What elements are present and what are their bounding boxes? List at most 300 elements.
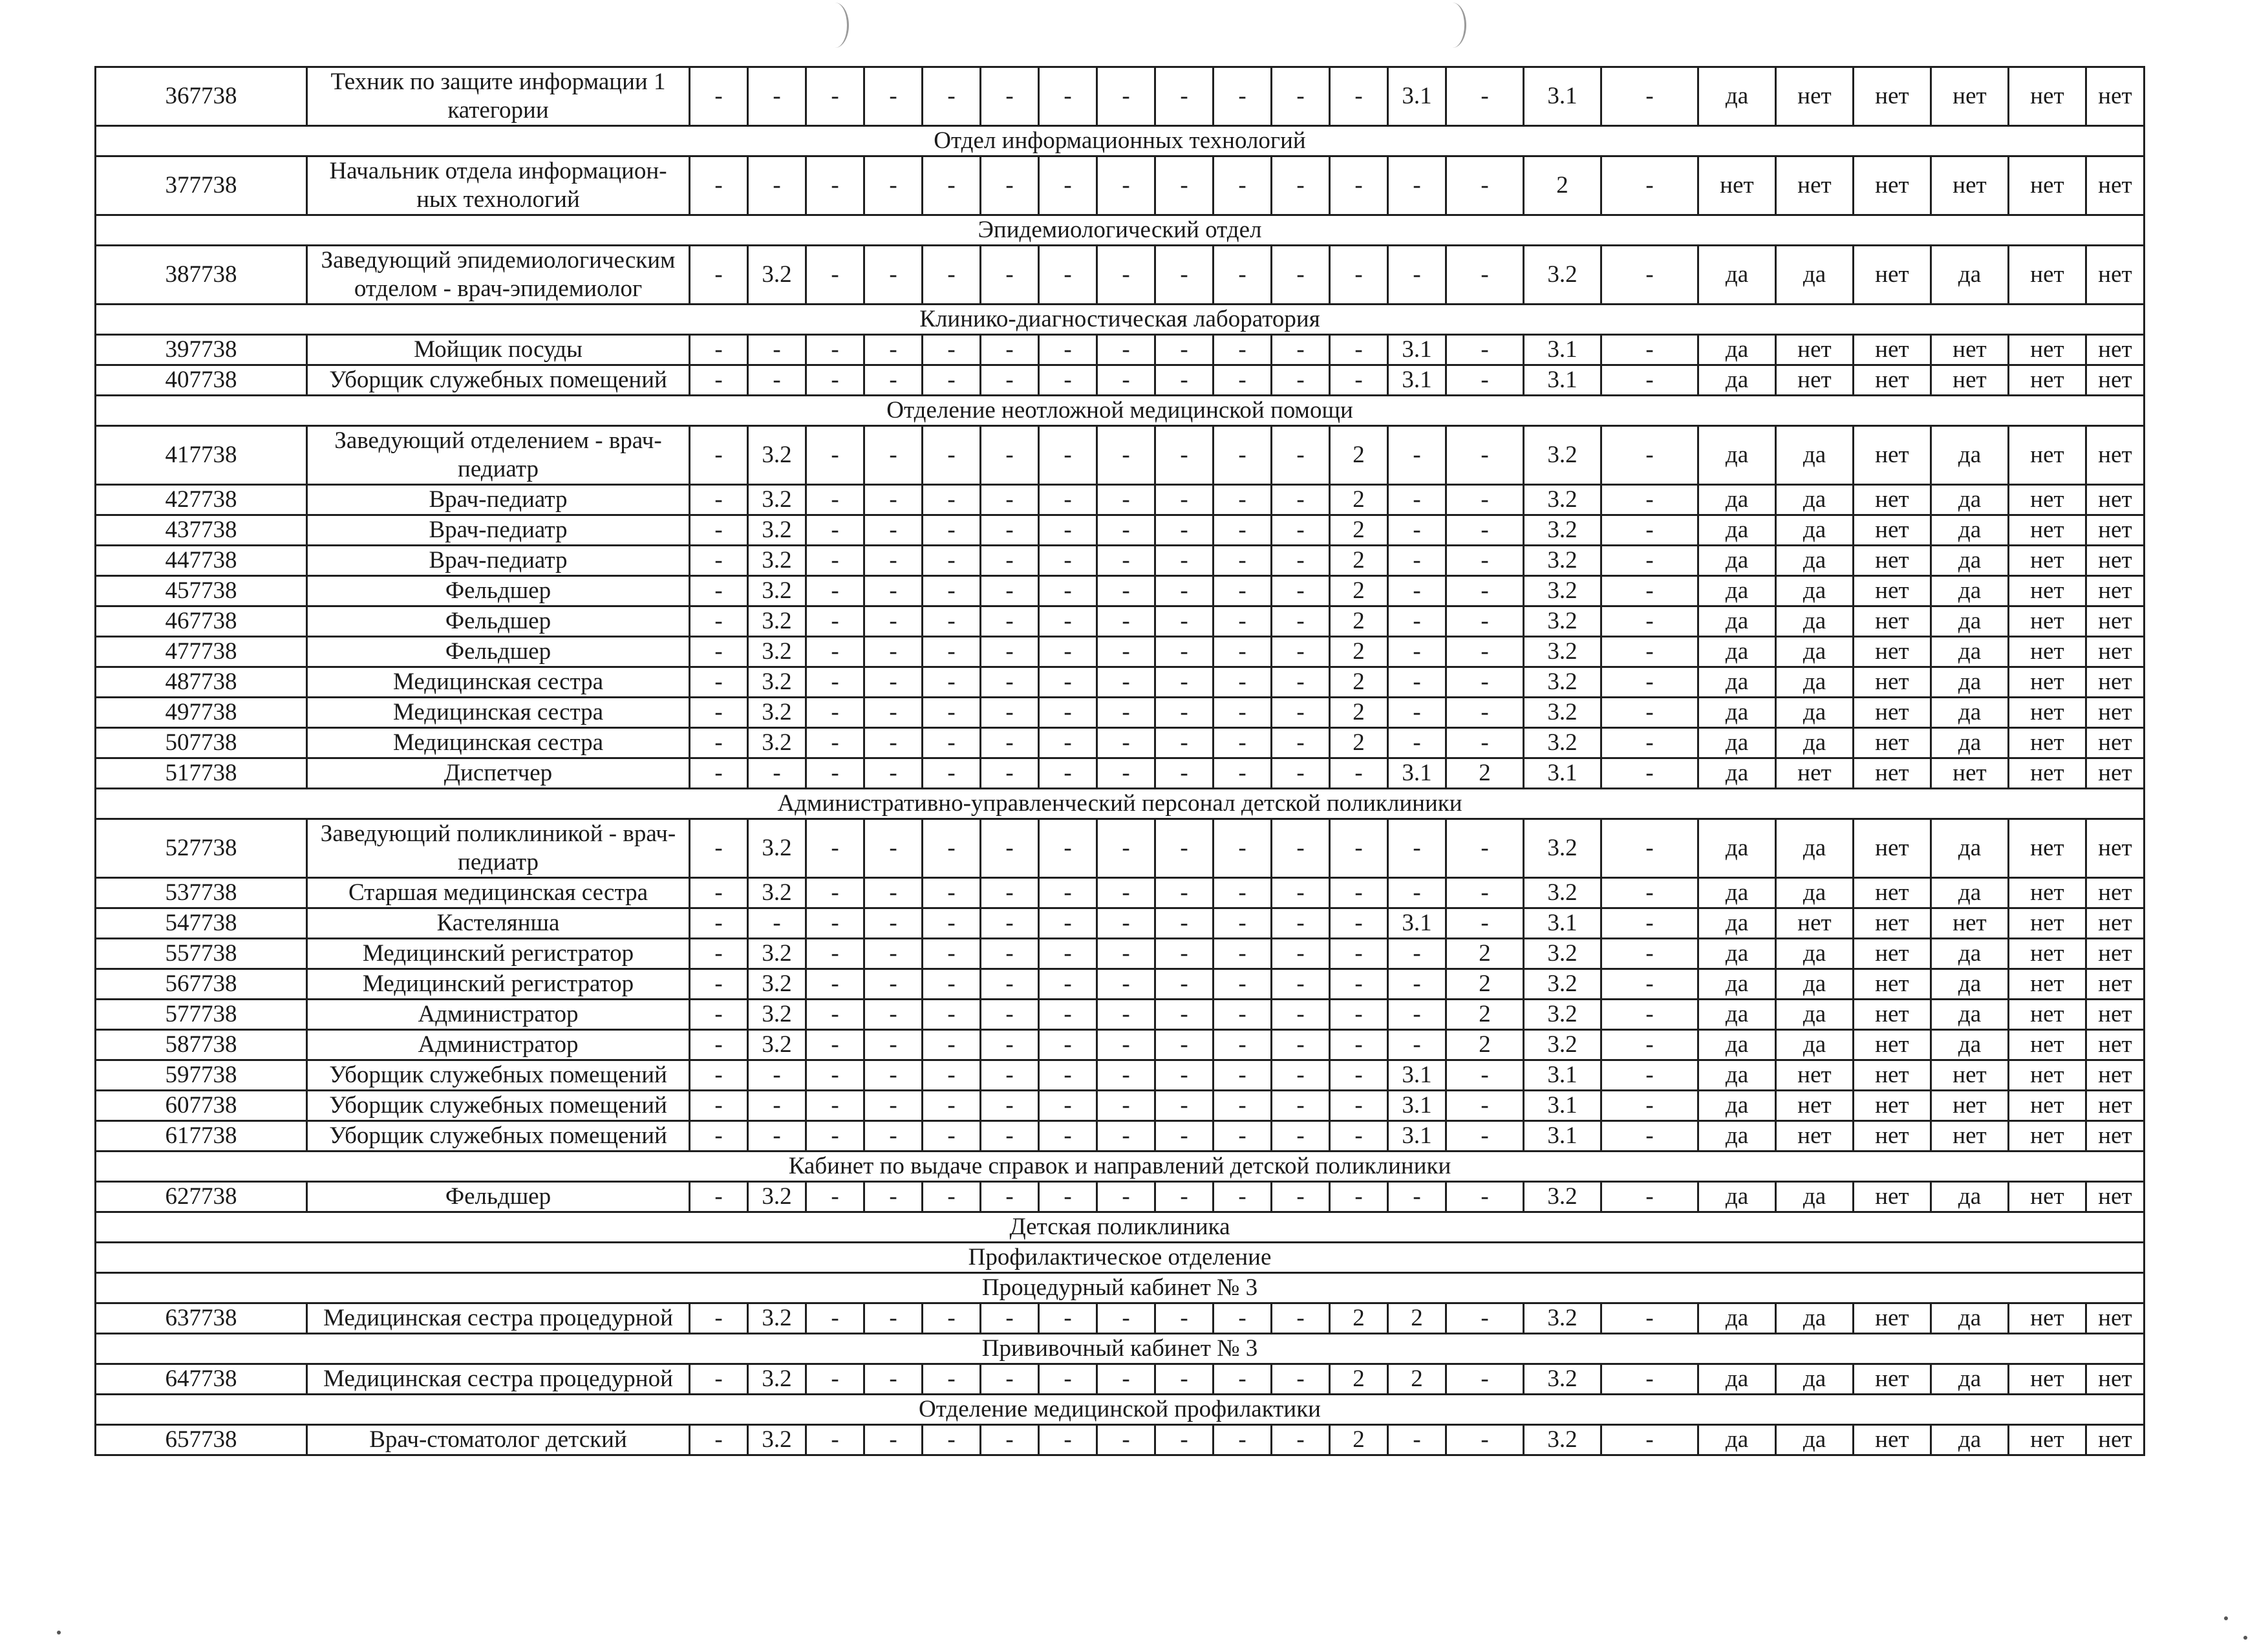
workplace-code-cell: 557738 [96, 939, 307, 969]
value-cell: - [864, 698, 923, 728]
value-cell: - [1155, 335, 1214, 365]
value-cell: да [1931, 878, 2009, 908]
value-cell: - [1097, 1303, 1155, 1334]
value-cell: - [981, 728, 1039, 758]
value-cell: - [1214, 667, 1272, 698]
value-cell: 3.2 [1524, 969, 1601, 1000]
value-cell: - [864, 426, 923, 485]
value-cell: - [1214, 758, 1272, 789]
value-cell: - [1272, 728, 1330, 758]
value-cell: нет [2009, 515, 2086, 546]
value-cell: 3.2 [748, 637, 806, 667]
value-cell: - [1601, 1091, 1698, 1121]
value-cell: - [690, 728, 748, 758]
value-cell: - [1039, 1303, 1097, 1334]
value-cell: - [1039, 698, 1097, 728]
value-cell: - [1388, 606, 1446, 637]
value-cell: - [1330, 246, 1388, 305]
value-cell: - [1601, 1425, 1698, 1455]
value-cell: - [981, 1091, 1039, 1121]
value-cell: 3.1 [1388, 1121, 1446, 1152]
value-cell: - [1446, 515, 1524, 546]
value-cell: нет [1776, 335, 1854, 365]
position-name-cell: Медицинский регистратор [307, 969, 690, 1000]
table-row [96, 939, 2145, 969]
table-row [96, 1000, 2145, 1030]
value-cell: нет [2009, 1303, 2086, 1334]
workplace-code-cell: 387738 [96, 246, 307, 305]
value-cell: нет [2086, 1060, 2145, 1091]
value-cell: - [1214, 67, 1272, 126]
value-cell: да [1776, 1425, 1854, 1455]
value-cell: нет [1854, 606, 1931, 637]
workplace-code-cell: 397738 [96, 335, 307, 365]
value-cell: - [923, 939, 981, 969]
value-cell: нет [2086, 485, 2145, 515]
value-cell: - [1388, 156, 1446, 215]
value-cell: да [1776, 606, 1854, 637]
value-cell: да [1776, 667, 1854, 698]
value-cell: нет [2086, 698, 2145, 728]
value-cell: - [864, 758, 923, 789]
table-row [96, 728, 2145, 758]
value-cell: нет [1931, 908, 2009, 939]
value-cell: нет [2086, 969, 2145, 1000]
section-header-row [96, 126, 2145, 156]
value-cell: - [1388, 1425, 1446, 1455]
workplace-assessment-table [94, 66, 2145, 1456]
value-cell: - [1155, 969, 1214, 1000]
value-cell: - [923, 1060, 981, 1091]
section-title: Эпидемиологический отдел [96, 215, 2145, 246]
workplace-code-cell: 487738 [96, 667, 307, 698]
position-name-cell: Уборщик служебных помещений [307, 1060, 690, 1091]
position-name-cell: Заведующий поликлиникой - врач-педиатр [307, 819, 690, 878]
value-cell: нет [1854, 515, 1931, 546]
value-cell: - [1272, 515, 1330, 546]
value-cell: - [1039, 819, 1097, 878]
value-cell: - [806, 246, 864, 305]
value-cell: - [1272, 667, 1330, 698]
value-cell: нет [2009, 908, 2086, 939]
value-cell: - [806, 698, 864, 728]
value-cell: - [864, 939, 923, 969]
value-cell: - [1272, 1425, 1330, 1455]
position-name-cell: Медицинская сестра процедурной [307, 1364, 690, 1395]
value-cell: - [1039, 908, 1097, 939]
value-cell: - [1272, 819, 1330, 878]
value-cell: - [1155, 546, 1214, 576]
value-cell: - [1039, 878, 1097, 908]
position-name-cell: Заведующий эпидемиологическим отделом - врач-эпидемиолог [307, 246, 690, 305]
value-cell: да [1776, 246, 1854, 305]
table-row [96, 485, 2145, 515]
value-cell: - [1272, 606, 1330, 637]
table-row [96, 1425, 2145, 1455]
section-title: Кабинет по выдаче справок и направлений детской поликлиники [96, 1152, 2145, 1182]
value-cell: - [690, 1303, 748, 1334]
table-row [96, 67, 2145, 126]
value-cell: - [1097, 67, 1155, 126]
value-cell: нет [1776, 1060, 1854, 1091]
workplace-code-cell: 567738 [96, 969, 307, 1000]
value-cell: - [1272, 698, 1330, 728]
value-cell: - [748, 335, 806, 365]
value-cell: да [1776, 1303, 1854, 1334]
workplace-code-cell: 527738 [96, 819, 307, 878]
value-cell: - [806, 1121, 864, 1152]
value-cell: нет [2009, 939, 2086, 969]
value-cell: 3.2 [1524, 1030, 1601, 1060]
value-cell: - [1388, 1030, 1446, 1060]
position-name-cell: Уборщик служебных помещений [307, 1091, 690, 1121]
workplace-code-cell: 467738 [96, 606, 307, 637]
value-cell: - [1272, 365, 1330, 396]
value-cell: - [981, 246, 1039, 305]
value-cell: - [1155, 67, 1214, 126]
value-cell: - [1039, 1364, 1097, 1395]
value-cell: 3.2 [1524, 819, 1601, 878]
value-cell: - [690, 426, 748, 485]
value-cell: - [1155, 515, 1214, 546]
value-cell: да [1776, 939, 1854, 969]
value-cell: - [1446, 1060, 1524, 1091]
value-cell: - [1388, 1000, 1446, 1030]
value-cell: нет [2009, 1425, 2086, 1455]
value-cell: - [690, 758, 748, 789]
value-cell: - [1214, 939, 1272, 969]
value-cell: - [923, 758, 981, 789]
value-cell: - [1155, 698, 1214, 728]
value-cell: нет [2086, 1303, 2145, 1334]
position-name-cell: Врач-педиатр [307, 485, 690, 515]
value-cell: - [864, 546, 923, 576]
value-cell: да [1698, 67, 1776, 126]
value-cell: - [1388, 515, 1446, 546]
value-cell: - [1039, 969, 1097, 1000]
value-cell: да [1931, 1000, 2009, 1030]
value-cell: нет [1854, 576, 1931, 606]
value-cell: - [1214, 335, 1272, 365]
value-cell: - [1272, 67, 1330, 126]
value-cell: да [1931, 698, 2009, 728]
value-cell: нет [1854, 67, 1931, 126]
value-cell: 3.1 [1524, 1091, 1601, 1121]
value-cell: - [1039, 1121, 1097, 1152]
value-cell: - [1272, 156, 1330, 215]
value-cell: 3.2 [1524, 637, 1601, 667]
value-cell: - [1039, 637, 1097, 667]
value-cell: - [1330, 1121, 1388, 1152]
workplace-code-cell: 597738 [96, 1060, 307, 1091]
value-cell: - [690, 908, 748, 939]
table-row [96, 1060, 2145, 1091]
value-cell: - [1601, 969, 1698, 1000]
value-cell: - [1039, 576, 1097, 606]
value-cell: - [1039, 485, 1097, 515]
position-name-cell: Врач-педиатр [307, 546, 690, 576]
value-cell: - [1039, 67, 1097, 126]
value-cell: - [1272, 335, 1330, 365]
value-cell: нет [2009, 67, 2086, 126]
value-cell: да [1698, 1182, 1776, 1212]
value-cell: да [1776, 878, 1854, 908]
value-cell: - [923, 67, 981, 126]
value-cell: нет [1854, 1182, 1931, 1212]
value-cell: - [1446, 1182, 1524, 1212]
value-cell: нет [1854, 698, 1931, 728]
value-cell: нет [1854, 335, 1931, 365]
position-name-cell: Врач-стоматолог детский [307, 1425, 690, 1455]
position-name-cell: Заведующий отделением - врач-педиатр [307, 426, 690, 485]
value-cell: - [864, 485, 923, 515]
value-cell: - [1388, 637, 1446, 667]
table-row [96, 1091, 2145, 1121]
value-cell: - [923, 908, 981, 939]
section-title: Процедурный кабинет № 3 [96, 1273, 2145, 1303]
position-name-cell: Медицинская сестра [307, 667, 690, 698]
section-header-row [96, 1243, 2145, 1273]
value-cell: - [1388, 576, 1446, 606]
value-cell: да [1698, 1425, 1776, 1455]
value-cell: - [1097, 1364, 1155, 1395]
value-cell: - [1330, 819, 1388, 878]
value-cell: да [1698, 606, 1776, 637]
value-cell: нет [1854, 939, 1931, 969]
section-title: Отделение медицинской профилактики [96, 1395, 2145, 1425]
value-cell: 2 [1330, 485, 1388, 515]
value-cell: - [923, 515, 981, 546]
value-cell: - [1388, 819, 1446, 878]
value-cell: да [1698, 515, 1776, 546]
table-row [96, 156, 2145, 215]
value-cell: - [748, 1121, 806, 1152]
section-title: Административно-управленческий персонал детской поликлиники [96, 789, 2145, 819]
value-cell: - [981, 1030, 1039, 1060]
value-cell: - [1214, 1000, 1272, 1030]
value-cell: 3.2 [1524, 728, 1601, 758]
value-cell: - [1039, 758, 1097, 789]
workplace-code-cell: 647738 [96, 1364, 307, 1395]
value-cell: - [1446, 908, 1524, 939]
value-cell: - [806, 939, 864, 969]
value-cell: да [1698, 1030, 1776, 1060]
value-cell: - [981, 1000, 1039, 1030]
value-cell: - [1039, 426, 1097, 485]
value-cell: - [806, 1030, 864, 1060]
value-cell: 2 [1524, 156, 1601, 215]
section-header-row [96, 1395, 2145, 1425]
value-cell: - [806, 365, 864, 396]
value-cell: - [923, 546, 981, 576]
value-cell: - [1272, 1303, 1330, 1334]
value-cell: - [864, 878, 923, 908]
table-row [96, 335, 2145, 365]
value-cell: - [1330, 758, 1388, 789]
value-cell: - [1155, 1030, 1214, 1060]
value-cell: нет [2009, 1000, 2086, 1030]
value-cell: - [923, 969, 981, 1000]
value-cell: - [1214, 1121, 1272, 1152]
value-cell: нет [1854, 546, 1931, 576]
value-cell: 2 [1330, 576, 1388, 606]
value-cell: - [1601, 819, 1698, 878]
value-cell: да [1931, 1182, 2009, 1212]
value-cell: - [1039, 939, 1097, 969]
value-cell: - [1039, 1030, 1097, 1060]
value-cell: нет [2086, 156, 2145, 215]
value-cell: 3.1 [1388, 335, 1446, 365]
value-cell: - [1601, 1030, 1698, 1060]
value-cell: да [1698, 426, 1776, 485]
value-cell: нет [2086, 426, 2145, 485]
value-cell: - [1601, 246, 1698, 305]
value-cell: - [1388, 485, 1446, 515]
value-cell: - [981, 1364, 1039, 1395]
value-cell: - [1097, 1060, 1155, 1091]
value-cell: - [1097, 335, 1155, 365]
value-cell: - [1097, 1000, 1155, 1030]
value-cell: - [1330, 1000, 1388, 1030]
value-cell: - [1039, 1000, 1097, 1030]
value-cell: - [1155, 637, 1214, 667]
value-cell: нет [2086, 758, 2145, 789]
value-cell: - [806, 637, 864, 667]
value-cell: - [1601, 939, 1698, 969]
value-cell: - [690, 515, 748, 546]
value-cell: - [1155, 878, 1214, 908]
value-cell: да [1698, 546, 1776, 576]
value-cell: нет [2009, 758, 2086, 789]
value-cell: - [748, 1091, 806, 1121]
value-cell: - [1601, 156, 1698, 215]
section-header-row [96, 1334, 2145, 1364]
value-cell: - [1601, 1303, 1698, 1334]
value-cell: - [923, 667, 981, 698]
value-cell: да [1776, 546, 1854, 576]
value-cell: - [1039, 546, 1097, 576]
value-cell: - [1214, 1182, 1272, 1212]
value-cell: - [1601, 335, 1698, 365]
value-cell: нет [2086, 1091, 2145, 1121]
value-cell: - [923, 878, 981, 908]
value-cell: - [806, 1303, 864, 1334]
value-cell: да [1776, 515, 1854, 546]
value-cell: - [690, 156, 748, 215]
value-cell: - [806, 819, 864, 878]
workplace-code-cell: 627738 [96, 1182, 307, 1212]
value-cell: да [1931, 426, 2009, 485]
value-cell: 2 [1330, 637, 1388, 667]
value-cell: 2 [1388, 1303, 1446, 1334]
value-cell: - [690, 939, 748, 969]
value-cell: 3.2 [748, 939, 806, 969]
value-cell: - [1388, 698, 1446, 728]
value-cell: - [806, 67, 864, 126]
value-cell: - [1601, 1121, 1698, 1152]
workplace-code-cell: 617738 [96, 1121, 307, 1152]
value-cell: - [1601, 878, 1698, 908]
value-cell: да [1931, 1364, 2009, 1395]
value-cell: нет [1854, 1425, 1931, 1455]
value-cell: - [690, 1182, 748, 1212]
section-title: Клинико-диагностическая лаборатория [96, 305, 2145, 335]
value-cell: - [923, 698, 981, 728]
value-cell: - [690, 1425, 748, 1455]
value-cell: нет [2086, 1030, 2145, 1060]
value-cell: - [1388, 667, 1446, 698]
position-name-cell: Администратор [307, 1030, 690, 1060]
value-cell: 3.2 [748, 819, 806, 878]
value-cell: да [1776, 485, 1854, 515]
value-cell: да [1698, 908, 1776, 939]
value-cell: - [981, 1121, 1039, 1152]
value-cell: да [1698, 758, 1776, 789]
value-cell: нет [2009, 698, 2086, 728]
value-cell: - [1446, 698, 1524, 728]
value-cell: 2 [1330, 1303, 1388, 1334]
value-cell: - [1388, 728, 1446, 758]
value-cell: - [923, 1121, 981, 1152]
value-cell: - [1272, 908, 1330, 939]
value-cell: - [1272, 758, 1330, 789]
value-cell: нет [1931, 1091, 2009, 1121]
value-cell: нет [1931, 335, 2009, 365]
workplace-code-cell: 577738 [96, 1000, 307, 1030]
table-row [96, 1182, 2145, 1212]
value-cell: - [864, 1091, 923, 1121]
value-cell: - [1272, 1121, 1330, 1152]
value-cell: нет [2009, 1121, 2086, 1152]
value-cell: да [1776, 1000, 1854, 1030]
table-row [96, 637, 2145, 667]
value-cell: нет [2086, 576, 2145, 606]
value-cell: нет [1854, 969, 1931, 1000]
value-cell: - [1039, 365, 1097, 396]
position-name-cell: Фельдшер [307, 1182, 690, 1212]
value-cell: - [806, 546, 864, 576]
value-cell: - [1039, 335, 1097, 365]
value-cell: - [1155, 156, 1214, 215]
value-cell: - [1214, 1091, 1272, 1121]
section-title: Профилактическое отделение [96, 1243, 2145, 1273]
value-cell: - [981, 546, 1039, 576]
value-cell: - [806, 515, 864, 546]
value-cell: нет [1776, 67, 1854, 126]
section-header-row [96, 1273, 2145, 1303]
value-cell: 3.2 [1524, 1303, 1601, 1334]
value-cell: 3.2 [1524, 1182, 1601, 1212]
value-cell: да [1776, 1364, 1854, 1395]
value-cell: - [864, 1182, 923, 1212]
value-cell: нет [1854, 426, 1931, 485]
value-cell: - [1097, 246, 1155, 305]
value-cell: - [1214, 485, 1272, 515]
value-cell: 3.2 [1524, 246, 1601, 305]
value-cell: - [864, 335, 923, 365]
value-cell: - [864, 246, 923, 305]
value-cell: - [923, 1182, 981, 1212]
value-cell: нет [2009, 878, 2086, 908]
value-cell: 3.2 [1524, 1425, 1601, 1455]
value-cell: - [806, 758, 864, 789]
value-cell: 2 [1330, 1364, 1388, 1395]
value-cell: 3.2 [748, 698, 806, 728]
value-cell: нет [2086, 1364, 2145, 1395]
value-cell: - [1097, 908, 1155, 939]
value-cell: - [1214, 1364, 1272, 1395]
position-name-cell: Начальник отдела информацион-ных технологий [307, 156, 690, 215]
